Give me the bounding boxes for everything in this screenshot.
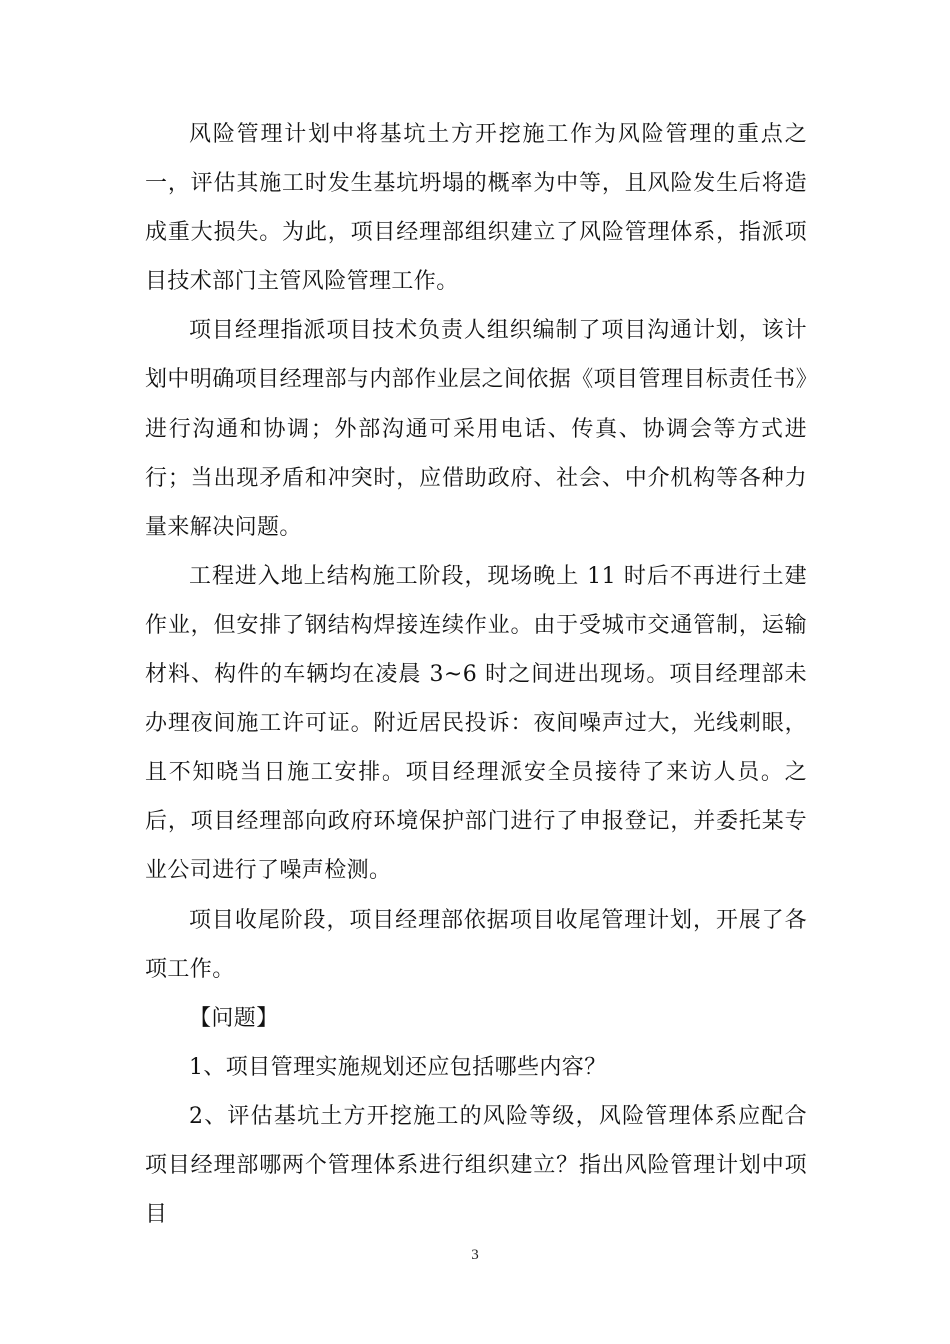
page-number: 3 bbox=[471, 1247, 479, 1263]
paragraph-communication-plan: 项目经理指派项目技术负责人组织编制了项目沟通计划，该计划中明确项目经理部与内部作业层之间依据《项目管理目标责任书》进行沟通和协调；外部沟通可采用电话、传真、协调会等方式进行；当出现矛盾和冲突时，应借助政府、社会、中介机构等各种力量来解决问题。 bbox=[145, 318, 807, 540]
paragraph-construction-stage: 工程进入地上结构施工阶段，现场晚上 11 时后不再进行土建作业，但安排了钢结构焊接连续作业。由于受城市交通管制，运输材料、构件的车辆均在凌晨 3~6 时之间进出现场。项目经理部未办理夜间施工许可证。附近居民投诉：夜间噪声过大，光线刺眼，且不知晓当日施工安排。项目经理派安全员接待了来访人员。之后，项目经理部向政府环境保护部门进行了申报登记，并委托某专业公司进行了噪声检测。 bbox=[145, 563, 807, 884]
paragraph-closing-stage: 项目收尾阶段，项目经理部依据项目收尾管理计划，开展了各项工作。 bbox=[145, 907, 807, 982]
document-body bbox=[145, 110, 807, 1239]
question-2: 2、评估基坑土方开挖施工的风险等级，风险管理体系应配合项目经理部哪两个管理体系进行组织建立？指出风险管理计划中项目 bbox=[145, 1103, 807, 1228]
question-1: 1、项目管理实施规划还应包括哪些内容？ bbox=[189, 1054, 607, 1080]
questions-heading: 【问题】 bbox=[189, 1005, 279, 1031]
paragraph-risk-management: 风险管理计划中将基坑土方开挖施工作为风险管理的重点之一，评估其施工时发生基坑坍塌的概率为中等，且风险发生后将造成重大损失。为此，项目经理部组织建立了风险管理体系，指派项目技术部门主管风险管理工作。 bbox=[145, 122, 807, 295]
